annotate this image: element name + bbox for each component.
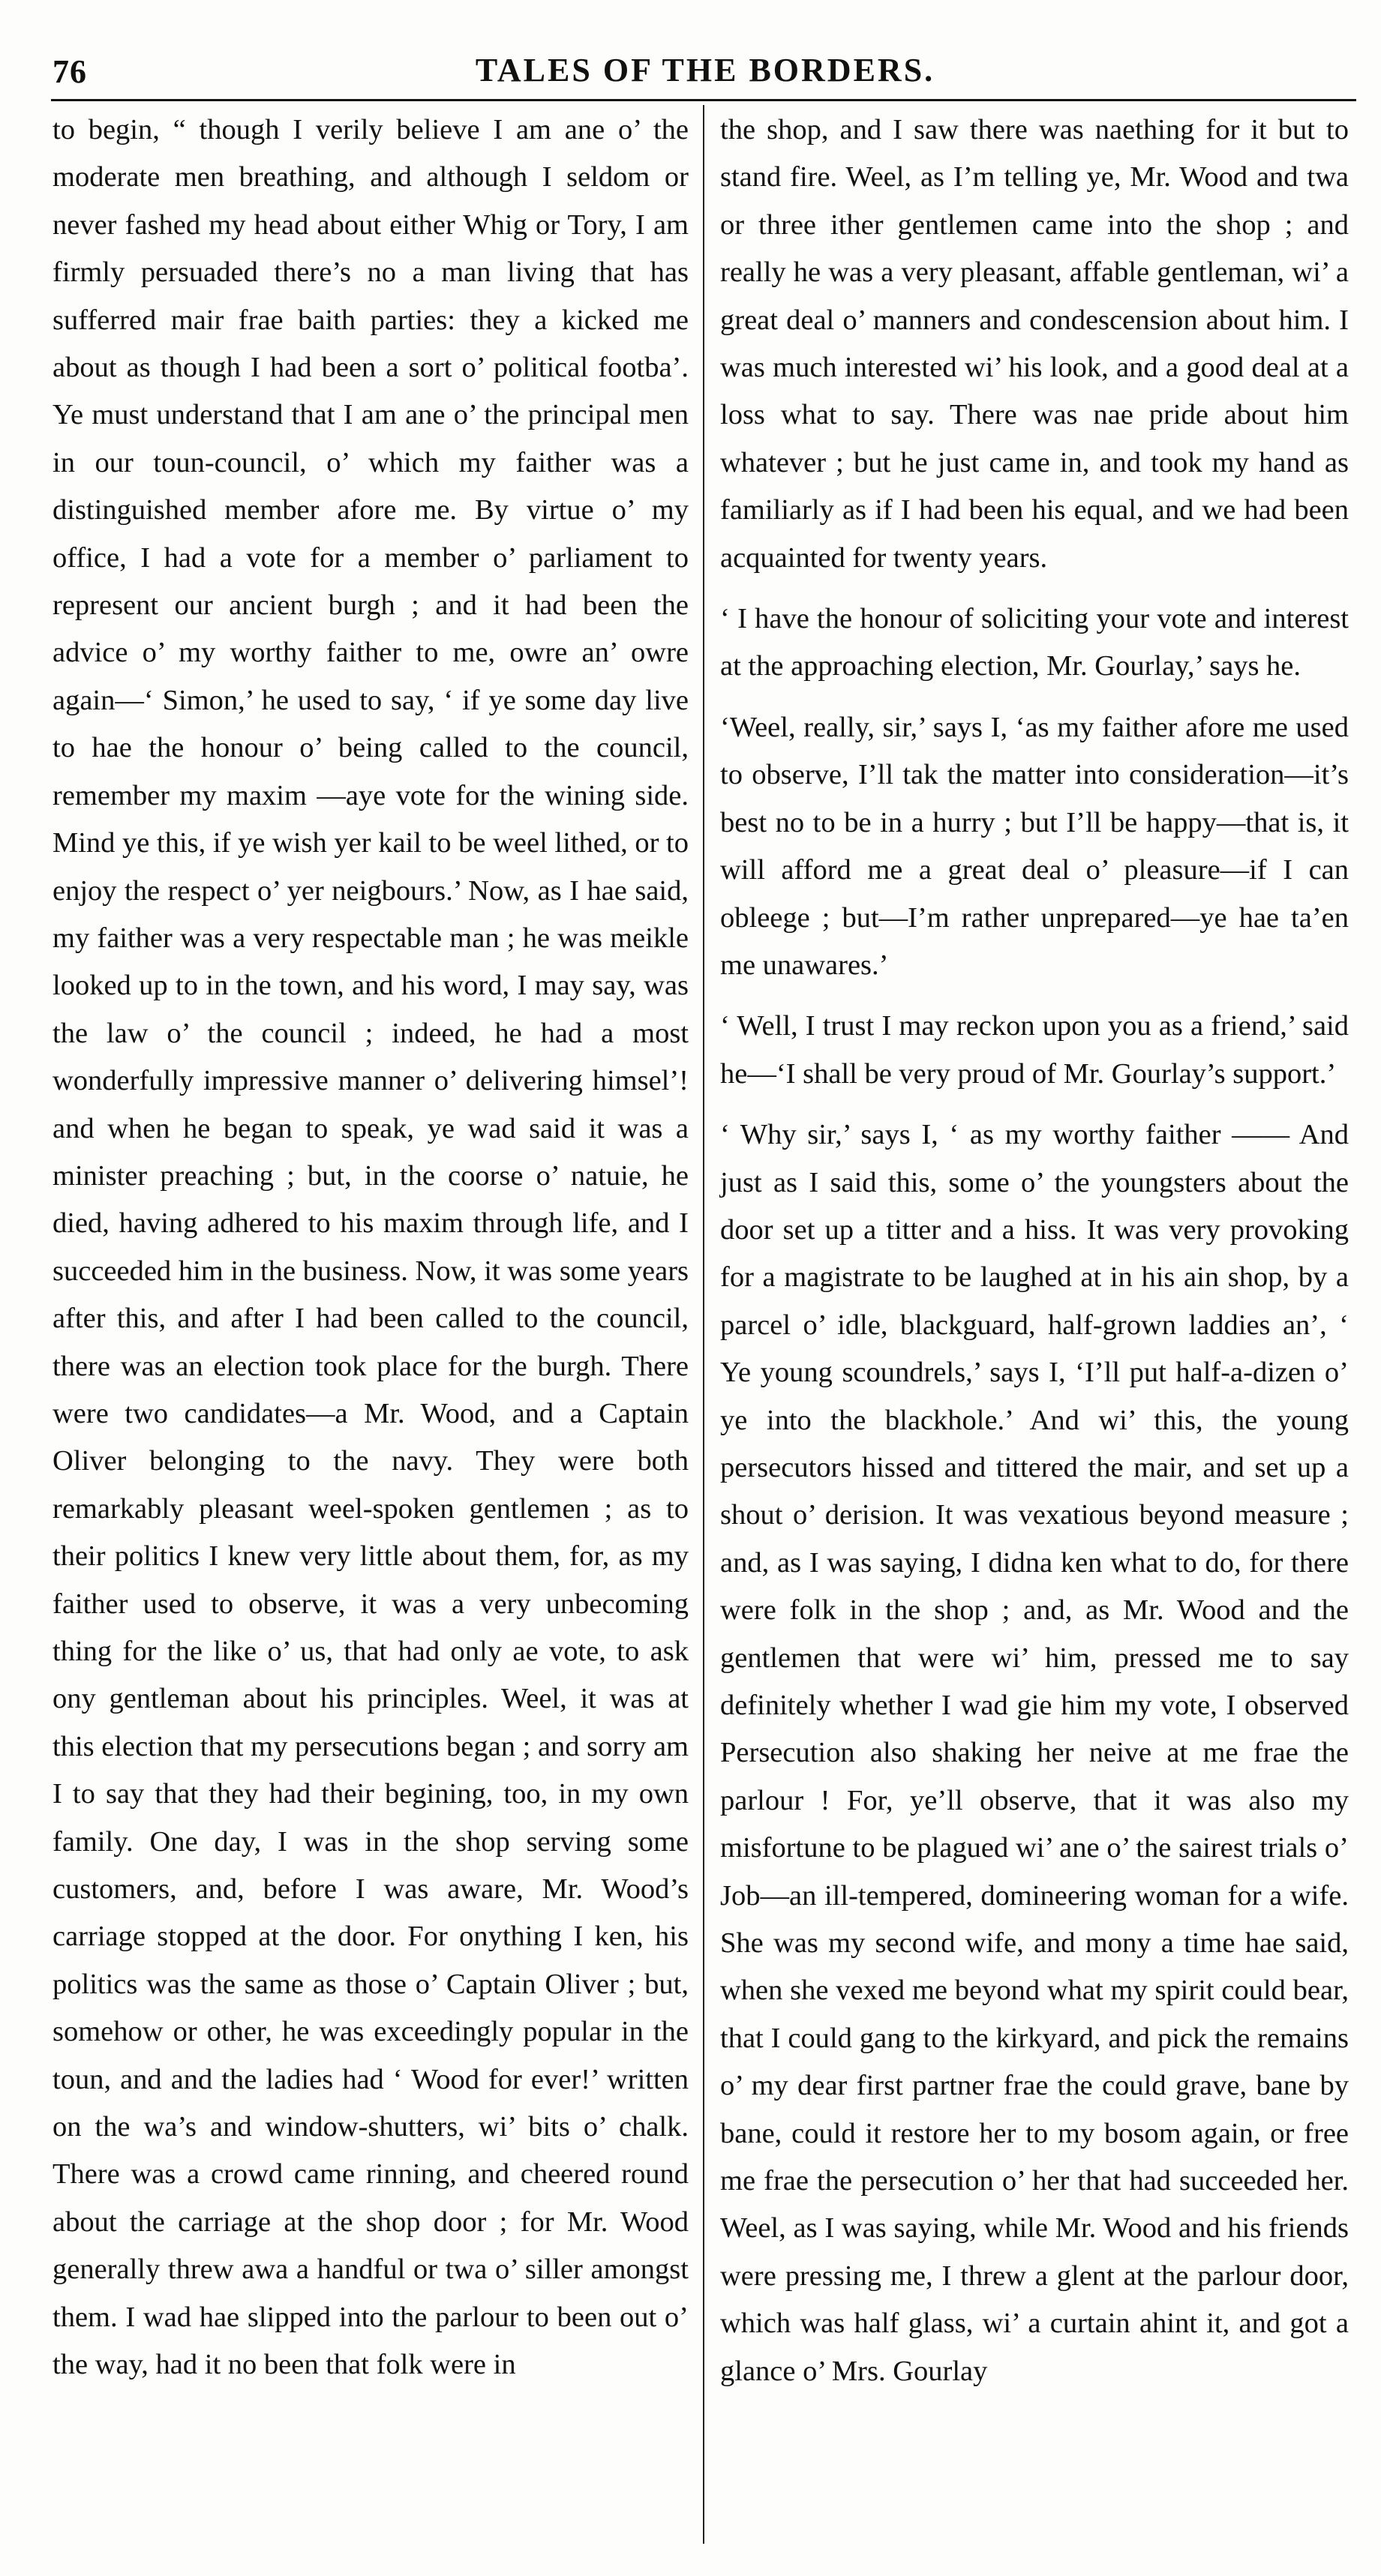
column-divider bbox=[703, 105, 704, 2544]
right-paragraph-1: the shop, and I saw there was naething for it but to stand fire. Weel, as I’m telling ye, Mr. Wood and twa or three ither gentlemen came into the shop ; and really he was a very pleasant, affable gentleman, wi’ a great deal o’ manners and condescension about him. I was much interested wi’ his look, and a good deal at a loss what to say. There was nae pride about him whatever ; but he just came in, and took my hand as familiarly as if I had been his equal, and we had been acquainted for twenty years. bbox=[720, 114, 1349, 574]
right-paragraph-3: ‘Weel, really, sir,’ says I, ‘as my faither afore me used to observe, I’ll tak the matter into consideration—it’s best no to be in a hurry ; but I’ll be happy—that is, it will afford me a great deal o’ pleasure—if I can obleege ; but—I’m rather unprepared—ye hae ta’en me unawares.’ bbox=[720, 711, 1349, 981]
header-rule bbox=[51, 99, 1356, 101]
left-paragraph-1: to begin, “ though I verily believe I am ane o’ the moderate men breathing, and although I seldom or never fashed my head about either Whig or Tory, I am firmly persuaded there’s no a man living that has sufferred mair frae baith parties: they a kicked me about as though I had been a sort o’ political footba’. Ye must understand that I am ane o’ the principal men in our toun-council, o’ which my faither was a distinguished member afore me. By virtue o’ my office, I had a vote for a member o’ parliament to represent our ancient burgh ; and it had been the advice o’ my worthy faither to me, owre an’ owre again—‘ Simon,’ he used to say, ‘ if ye some day live to hae the honour o’ being called to the council, remember my maxim —aye vote for the wining side. Mind ye this, if ye wish yer kail to be weel lithed, or to enjoy the respect o’ yer neigbours.’ Now, as I hae said, my faither was a very respectable man ; he was meikle looked up to in the town, and his word, I may say, was the law o’ the council ; indeed, he had a most wonderfully impressive manner o’ delivering himsel’! and when he began to speak, ye wad said it was a minister preaching ; but, in the coorse o’ natuie, he died, having adhered to his maxim through life, and I succeeded him in the business. Now, it was some years after this, and after I had been called to the council, there was an election took place for the burgh. There were two candidates—a Mr. Wood, and a Captain Oliver belonging to the navy. They were both remarkably pleasant weel-spoken gentlemen ; as to their politics I knew very little about them, for, as my faither used to observe, it was a very unbecoming thing for the like o’ us, that had only ae vote, to ask ony gentleman about his principles. Weel, it was at this election that my persecutions began ; and sorry am I to say that they had their begining, too, in my own family. One day, I was in the shop serving some customers, and, before I was aware, Mr. Wood’s carriage stopped at the door. For onything I ken, his politics was the same as those o’ Captain Oliver ; but, somehow or other, he was exceedingly popular in the toun, and and the ladies had ‘ Wood for ever!’ written on the wa’s and window-shutters, wi’ bits o’ chalk. There was a crowd came rinning, and cheered round about the carriage at the shop door ; for Mr. Wood generally threw awa a handful or twa o’ siller amongst them. I wad hae slipped into the parlour to been out o’ the way, had it no been that folk were in bbox=[53, 114, 689, 2381]
running-title: TALES OF THE BORDERS. bbox=[475, 52, 935, 88]
left-column bbox=[53, 106, 689, 2389]
page-number: 76 bbox=[53, 53, 87, 90]
right-paragraph-2: ‘ I have the honour of soliciting your vote and interest at the approaching election, Mr. Gourlay,’ says he. bbox=[720, 603, 1349, 682]
page-header bbox=[53, 46, 1358, 99]
right-paragraph-5: ‘ Why sir,’ says I, ‘ as my worthy faither —— And just as I said this, some o’ the youngsters about the door set up a titter and a hiss. It was very provoking for a magistrate to be laughed at in his ain shop, by a parcel o’ idle, blackguard, half-grown laddies an’, ‘ Ye young scoundrels,’ says I, ‘I’ll put half-a-dizen o’ ye into the blackhole.’ And wi’ this, the young persecutors hissed and tittered the mair, and set up a shout o’ derision. It was vexatious beyond measure ; and, as I was saying, I didna ken what to do, for there were folk in the shop ; and, as Mr. Wood and the gentlemen that were wi’ him, pressed me to say definitely whether I wad gie him my vote, I observed Persecution also shaking her neive at me frae the parlour ! For, ye’ll observe, that it was also my misfortune to be plagued wi’ ane o’ the sairest trials o’ Job—an ill-tempered, domineering woman for a wife. She was my second wife, and mony a time hae said, when she vexed me beyond what my spirit could bear, that I could gang to the kirkyard, and pick the remains o’ my dear first partner frae the could grave, bane by bane, could it restore her to my bosom again, or free me frae the persecution o’ her that had succeeded her. Weel, as I was saying, while Mr. Wood and his friends were pressing me, I threw a glent at the parlour door, which was half glass, wi’ a curtain ahint it, and got a glance o’ Mrs. Gourlay bbox=[720, 1119, 1349, 2387]
right-column bbox=[720, 106, 1349, 2395]
right-paragraph-4: ‘ Well, I trust I may reckon upon you as a friend,’ said he—‘I shall be very proud of Mr. Gourlay’s support.’ bbox=[720, 1010, 1349, 1090]
